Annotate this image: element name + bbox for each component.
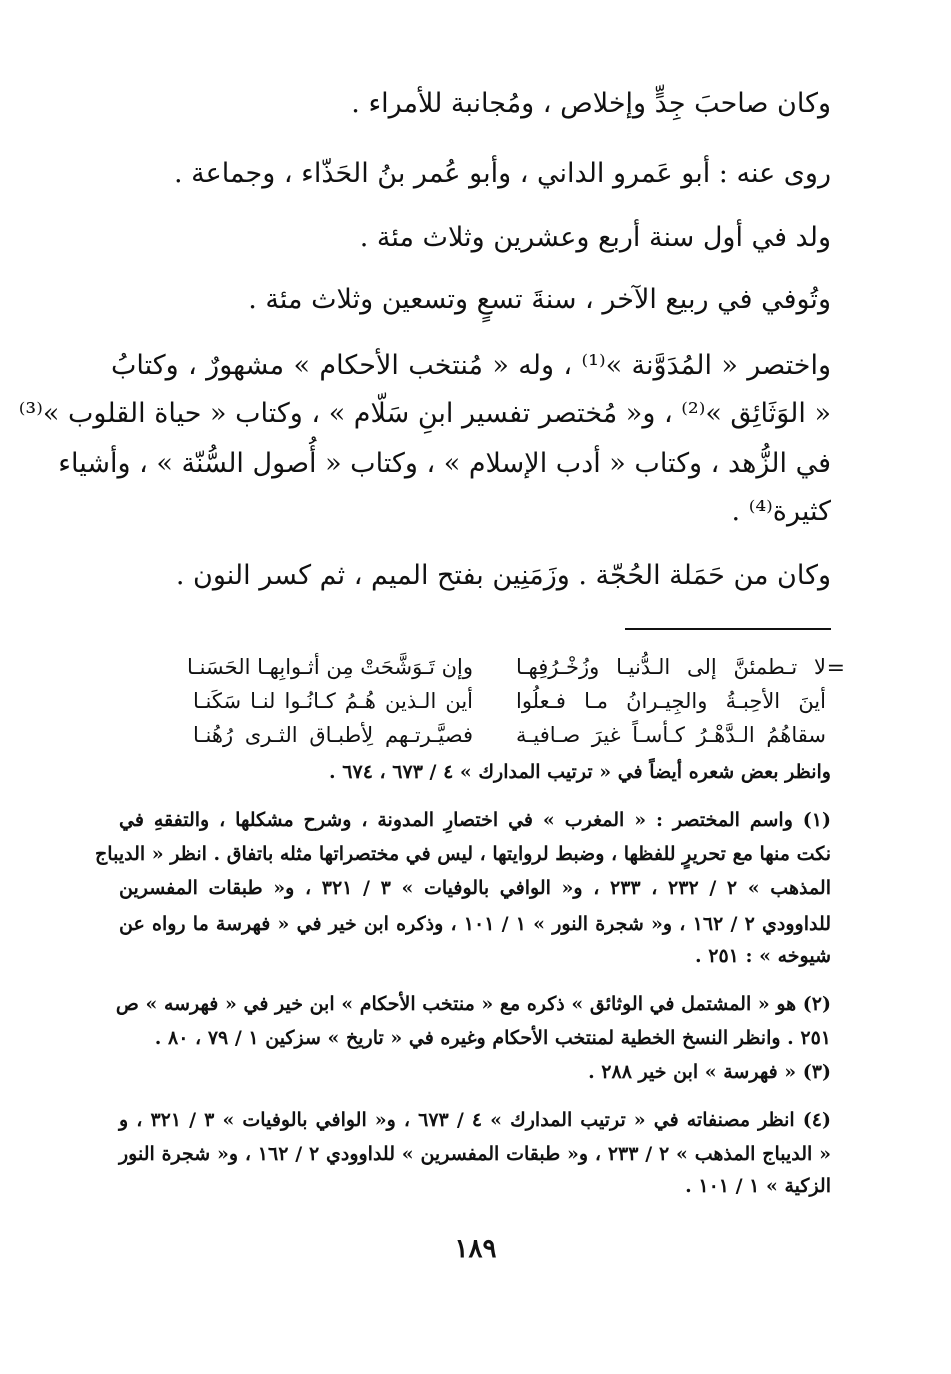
continuation-marker: = [826,656,845,681]
footnote-2-line: ٢٥١ . وانظر النسخ الخطية لمنتخب الأحكام وغيره في « تاريخ » سزكين ١ / ٧٩ ، ٨٠ . [154,1027,831,1049]
body-line: وتُوفي في ربيع الآخر ، سنةَ تسعٍ وتسعين وثلاث مئة . [248,284,831,315]
footnote-4-line: « الديباج المذهب » ٢ / ٢٣٣ ، و« طبقات المفسرين » للداوودي ٢ / ١٦٢ ، و« شجرة النور [119,1143,831,1165]
body-line: في الزُّهد ، وكتاب « أدب الإسلام » ، وكتاب « أُصول السُّنّة » ، وأشياء [58,448,831,479]
footnote-1-line: المذهب » ٢ / ٢٣٢ ، ٢٣٣ ، و« الوافي بالوفيات » ٣ / ٣٢١ ، و« طبقات المفسرين [119,877,831,899]
page-number: ١٨٩ [454,1234,497,1264]
footnote-4-line: (٤) انظر مصنفاته في « ترتيب المدارك » ٤ / ٦٧٣ ، و« الوافي بالوفيات » ٣ / ٣٢١ ، و [119,1109,831,1131]
footnote-3-line: (٣) « فهرسة » ابن خير ٢٨٨ . [588,1061,831,1083]
footnote-1-line: للداوودي ٢ / ١٦٢ ، و« شجرة النور » ١ / ١٠١ ، وذكره ابن خير في « فهرسة ما رواه عن [119,913,832,935]
body-line: كثيرة⁽⁴⁾ . [731,496,831,527]
verse-second-hemistich: فصيَّـرتـهم لِأطبـاق الثـرى رُهُنـا [193,723,473,747]
verse-first-hemistich: لا تـطمئنَّ إلى الـدُّنيـا وزُخْـرُفِهـا [516,655,826,679]
verse-first-hemistich: سقاهُمُ الـدَّهْـرُ كـأسـاً غيرَ صـافيـة [516,723,826,747]
body-line: ولد في أول سنة أربع وعشرين وثلاث مئة . [359,222,831,253]
body-line: وكان من حَمَلة الحُجّة . وزَمَنِين بفتح الميم ، ثم كسر النون . [175,560,831,591]
verse-note: وانظر بعض شعره أيضاً في « ترتيب المدارك » ٤ / ٦٧٣ ، ٦٧٤ . [329,761,831,783]
verse-second-hemistich: وإن تَـوَشَّحَتْ مِن أثـوابِهـا الحَسَنـا [187,655,473,679]
body-line: « الوَثَائِق »⁽²⁾ ، و« مُختصر تفسير ابنِ سَلّام » ، وكتاب « حياة القلوب »⁽³⁾ [18,398,831,429]
footnote-2-line: (٢) هو « المشتمل في الوثائق » ذكره مع « منتخب الأحكام » ابن خير في « فهرسه » ص [115,993,831,1015]
footnote-1-line: نكت منها مع تحريرٍ للفظها ، وضبط لروايتها ، ليس في مختصراتها مثله باتفاق . انظر « الديباج [95,843,831,865]
verse-first-hemistich: أينَ الأحِبـةُ والجِيـرانُ مـا فـعلُوا [516,689,826,713]
footnote-separator [625,628,831,630]
body-line: وكان صاحبَ جِدٍّ وإخلاص ، ومُجانبة للأمراء . [351,88,831,119]
body-line: روى عنه : أبو عَمرو الداني ، وأبو عُمر بنُ الحَذّاء ، وجماعة . [173,158,831,189]
verse-second-hemistich: أين الـذين هُـمُ كـانُـوا لنـا سَكَنـا [193,689,473,713]
body-line: واختصر « المُدَوَّنة »⁽¹⁾ ، وله « مُنتخب الأحكام » مشهورٌ ، وكتابُ [111,350,831,381]
footnote-1-line: شيوخه » : ٢٥١ . [695,945,831,967]
footnote-1-line: (١) واسم المختصر : « المغرب » في اختصارِ المدونة ، وشرح مشكلها ، والتفقهِ في [119,809,831,831]
footnote-4-line: الزكية » ١ / ١٠١ . [685,1175,831,1197]
